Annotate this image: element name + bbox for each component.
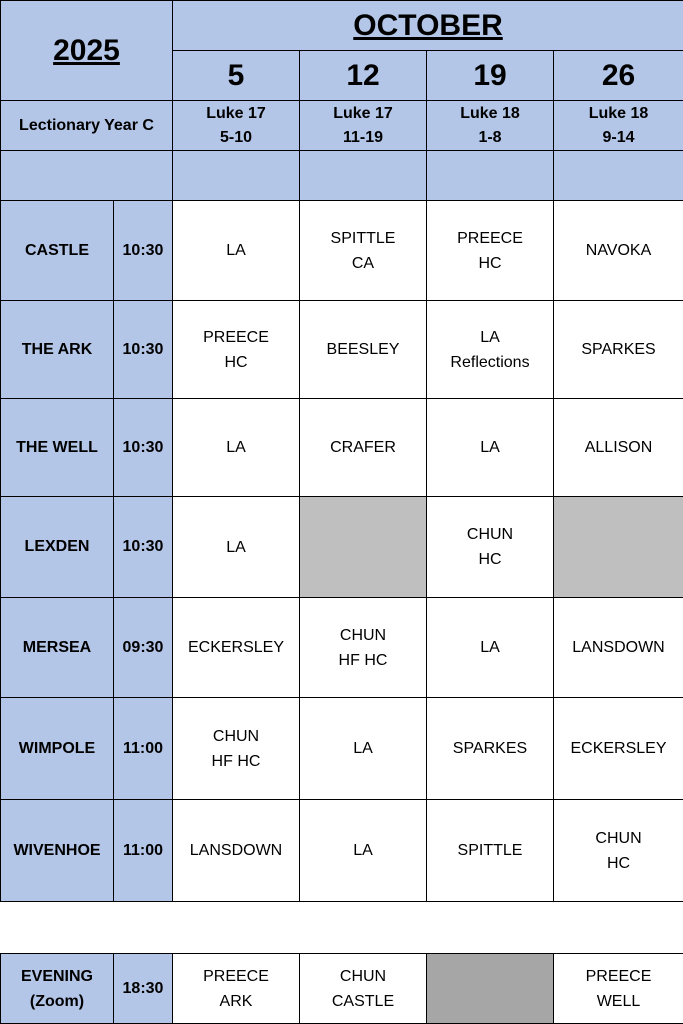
cell-line-2: HF HC	[338, 651, 388, 669]
cell-line-1: PREECE	[203, 328, 269, 346]
service-row-the-ark	[1, 301, 683, 399]
evening-row	[1, 954, 683, 1024]
spacer-cell	[1, 151, 173, 201]
rota-cell	[173, 497, 300, 598]
rota-cell	[300, 598, 427, 698]
rota-cell	[173, 698, 300, 800]
rota-cell	[300, 399, 427, 497]
rota-cell	[427, 301, 554, 399]
service-row-the-well	[1, 399, 683, 497]
reading-verses: 1-8	[478, 128, 502, 146]
cell-line-1: PREECE	[457, 229, 523, 247]
rota-cell	[554, 598, 683, 698]
cell-line-1: CRAFER	[330, 439, 396, 456]
rota-cell	[173, 301, 300, 399]
service-time: 11:00	[114, 800, 173, 902]
blank-cell	[427, 954, 554, 1024]
month-text: OCTOBER	[353, 8, 503, 42]
church-name: LEXDEN	[1, 497, 114, 598]
rota-cell	[427, 201, 554, 301]
rota-cell	[554, 800, 683, 902]
service-row-castle	[1, 201, 683, 301]
cell-line-1: LA	[353, 842, 373, 859]
cell-line-1: LA	[480, 328, 500, 346]
rota-cell	[427, 698, 554, 800]
rota-cell	[300, 301, 427, 399]
reading-verses: 11-19	[342, 128, 384, 146]
cell-line-1: LANSDOWN	[572, 639, 665, 656]
service-time: 11:00	[114, 698, 173, 800]
cell-line-1: ECKERSLEY	[187, 639, 285, 656]
rota-cell	[300, 201, 427, 301]
cell-line-1: NAVOKA	[585, 242, 652, 259]
reading-book: Luke 17	[206, 104, 266, 122]
evening-label-line-1: EVENING	[20, 967, 93, 985]
church-name: THE WELL	[1, 399, 114, 497]
year-text: 2025	[53, 33, 120, 67]
church-name: WIMPOLE	[1, 698, 114, 800]
date-col-2: 12	[300, 51, 427, 101]
cell-line-1: CHUN	[339, 967, 387, 985]
reading-col-4	[554, 101, 683, 151]
cell-line-1: CHUN	[595, 829, 642, 847]
service-time: 10:30	[114, 201, 173, 301]
rota-cell	[300, 698, 427, 800]
service-time: 10:30	[114, 301, 173, 399]
rota-cell	[554, 399, 683, 497]
cell-line-1: SPITTLE	[457, 842, 523, 859]
service-row-lexden	[1, 497, 683, 598]
reading-col-3	[427, 101, 554, 151]
spacer-cell	[554, 151, 683, 201]
cell-line-2: CASTLE	[331, 992, 395, 1010]
cell-line-1: PREECE	[585, 967, 652, 985]
rota-cell	[554, 301, 683, 399]
blank-cell	[300, 497, 427, 598]
rota-cell	[427, 497, 554, 598]
cell-line-1: LA	[226, 439, 246, 456]
rota-cell	[554, 201, 683, 301]
reading-col-2	[300, 101, 427, 151]
cell-line-1: ECKERSLEY	[570, 740, 667, 757]
service-time: 09:30	[114, 598, 173, 698]
cell-line-1: SPARKES	[452, 740, 528, 757]
rota-cell	[300, 954, 427, 1024]
church-name: MERSEA	[1, 598, 114, 698]
cell-line-1: ALLISON	[584, 439, 653, 456]
cell-line-2: ARK	[219, 992, 253, 1010]
cell-line-1: LANSDOWN	[189, 842, 283, 859]
evening-time: 18:30	[114, 954, 173, 1024]
cell-line-1: LA	[480, 439, 500, 456]
cell-line-1: CHUN	[339, 626, 387, 644]
reading-book: Luke 18	[588, 104, 649, 122]
date-col-4: 26	[554, 51, 683, 101]
church-name: WIVENHOE	[1, 800, 114, 902]
cell-line-1: LA	[353, 740, 373, 757]
date-col-3: 19	[427, 51, 554, 101]
rota-cell	[300, 800, 427, 902]
church-name: CASTLE	[1, 201, 114, 301]
reading-verses: 9-14	[602, 128, 635, 146]
cell-line-2: HC	[224, 353, 248, 371]
date-col-1: 5	[173, 51, 300, 101]
rota-cell	[173, 598, 300, 698]
cell-line-1: LA	[226, 538, 246, 556]
spacer-cell	[300, 151, 427, 201]
rota-cell	[173, 201, 300, 301]
cell-line-2: CA	[351, 254, 375, 272]
service-row-wivenhoe	[1, 800, 683, 902]
year-heading	[1, 1, 173, 101]
evening-label-line-2: (Zoom)	[29, 992, 85, 1010]
rota-cell	[173, 399, 300, 497]
spacer-cell	[173, 151, 300, 201]
rota-cell	[554, 698, 683, 800]
reading-verses: 5-10	[219, 128, 253, 146]
rota-cell	[173, 800, 300, 902]
cell-line-2: HC	[478, 254, 502, 272]
rota-cell	[427, 800, 554, 902]
spacer-row	[1, 151, 683, 201]
month-heading	[173, 1, 683, 51]
cell-line-2: WELL	[596, 992, 641, 1010]
cell-line-1: PREECE	[203, 967, 269, 985]
cell-line-2: Reflections	[450, 353, 530, 371]
spacer-cell	[427, 151, 554, 201]
cell-line-1: SPITTLE	[330, 229, 396, 247]
evening-label	[1, 954, 114, 1024]
cell-line-2: HF HC	[211, 752, 261, 770]
rota-cell	[427, 598, 554, 698]
cell-line-1: SPARKES	[581, 341, 656, 358]
rota-cell	[427, 399, 554, 497]
rota-cell	[554, 954, 683, 1024]
reading-col-1	[173, 101, 300, 151]
service-row-wimpole	[1, 698, 683, 800]
cell-line-2: HC	[478, 551, 502, 568]
evening-table	[0, 953, 683, 1024]
cell-line-1: CHUN	[212, 727, 260, 745]
cell-line-1: LA	[226, 242, 246, 259]
cell-line-2: HC	[606, 854, 631, 872]
service-time: 10:30	[114, 399, 173, 497]
reading-book: Luke 18	[460, 104, 520, 122]
cell-line-1: LA	[480, 639, 500, 656]
reading-book: Luke 17	[333, 104, 393, 122]
service-row-mersea	[1, 598, 683, 698]
blank-cell	[554, 497, 683, 598]
service-time: 10:30	[114, 497, 173, 598]
rota-cell	[173, 954, 300, 1024]
church-name: THE ARK	[1, 301, 114, 399]
lectionary-label: Lectionary Year C	[1, 101, 173, 151]
cell-line-1: CHUN	[466, 526, 514, 543]
cell-line-1: BEESLEY	[326, 341, 400, 358]
